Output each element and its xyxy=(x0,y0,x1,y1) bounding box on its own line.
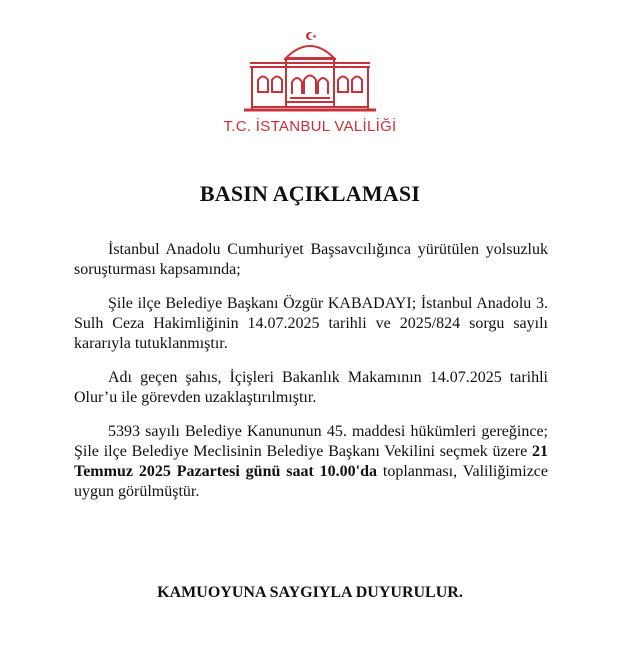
page-title: BASIN AÇIKLAMASI xyxy=(199,181,421,206)
document-body xyxy=(74,240,548,516)
header-logo xyxy=(0,28,620,135)
meeting-date: 21 Temmuz 2025 Pazartesi günü saat 10.00'da xyxy=(74,443,548,480)
paragraph-2: Şile ilçe Belediye Başkanı Özgür KABADAYI; İstanbul Anadolu 3. Sulh Ceza Hakimliğinin 14.07.2025 tarihli ve 2025/824 sorgu sayılı kararıyla tutuklanmıştır. xyxy=(74,295,548,352)
closing-statement: KAMUOYUNA SAYGIYLA DUYURULUR. xyxy=(157,584,463,601)
institution-name: T.C. İSTANBUL VALİLİĞİ xyxy=(223,118,397,135)
paragraph-3: Adı geçen şahıs, İçişleri Bakanlık Makamının 14.07.2025 tarihli Olur’u ile görevden uzaklaştırılmıştır. xyxy=(74,369,548,406)
paragraph-4 xyxy=(74,422,548,502)
paragraph-4-end: toplanması, Valiliğimizce uygun görülmüştür. xyxy=(74,463,548,500)
paragraph-4-start: 5393 sayılı Belediye Kanununun 45. maddesi hükümleri gereğince; Şile ilçe Belediye Meclisinin Belediye Başkanı Vekilini seçmek üzere xyxy=(74,423,548,460)
governorship-building-icon xyxy=(230,28,390,114)
paragraph-1: İstanbul Anadolu Cumhuriyet Başsavcılığınca yürütülen yolsuzluk soruşturması kapsamında; xyxy=(74,241,548,278)
